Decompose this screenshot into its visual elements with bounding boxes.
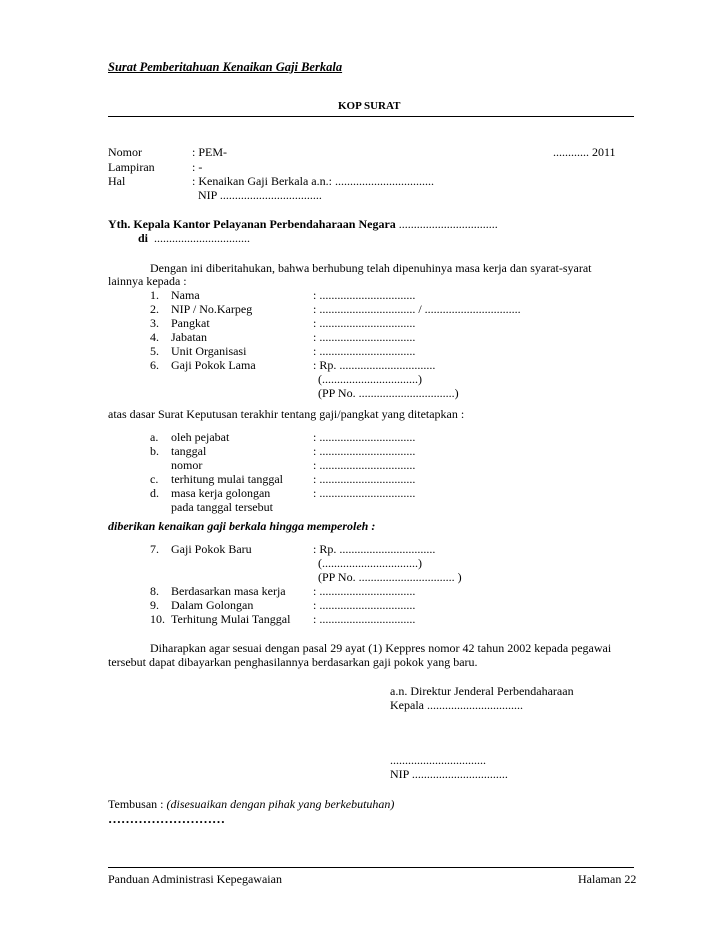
list-item-label: terhitung mulai tanggal xyxy=(171,472,283,486)
list-item-label: tanggal xyxy=(171,444,207,458)
page-number: Halaman 22 xyxy=(578,872,637,886)
signature-name: ................................ xyxy=(390,753,486,767)
hal-label: Hal xyxy=(108,174,126,188)
tembusan-label: Tembusan : xyxy=(108,797,167,811)
raise-heading: diberikan kenaikan gaji berkala hingga memperoleh : xyxy=(108,519,376,533)
page-title: Surat Pemberitahuan Kenaikan Gaji Berkala xyxy=(108,60,343,74)
list-item-value: : Rp. ................................ xyxy=(313,358,436,372)
lampiran-value: : - xyxy=(192,160,203,174)
signature-title: a.n. Direktur Jenderal Perbendaharaan xyxy=(390,684,574,698)
addressee-di-dots: ................................ xyxy=(154,231,251,245)
gaji-lama-pp: (PP No. ................................) xyxy=(318,386,459,400)
lampiran-label: Lampiran xyxy=(108,160,155,174)
basis-text: atas dasar Surat Keputusan terakhir tentang gaji/pangkat yang ditetapkan : xyxy=(108,407,465,421)
letter-date: ............ 2011 xyxy=(553,145,616,159)
list-item-value: : ................................ xyxy=(313,430,416,444)
addressee-line-2 xyxy=(138,232,250,244)
list-item-num: 8. xyxy=(150,584,159,598)
list-item-value: : ................................ / ................................ xyxy=(313,302,521,316)
kop-divider xyxy=(108,116,634,117)
addressee-line-1 xyxy=(108,218,498,230)
list-item-num: a. xyxy=(150,430,159,444)
closing-line-2: tersebut dapat dibayarkan penghasilannya berdasarkan gaji pokok yang baru. xyxy=(108,655,478,669)
list-item-num: 7. xyxy=(150,542,159,556)
list-item-num: 3. xyxy=(150,316,159,330)
list-item-value: : ................................ xyxy=(313,330,416,344)
footer-divider xyxy=(108,867,634,868)
hal-value: : Kenaikan Gaji Berkala a.n.: ................................. xyxy=(192,174,434,188)
gaji-baru-pp: (PP No. ................................ ) xyxy=(318,570,462,584)
closing-line-1: Diharapkan agar sesuai dengan pasal 29 ayat (1) Keppres nomor 42 tahun 2002 kepada pegawai xyxy=(150,641,612,655)
list-item-label: Berdasarkan masa kerja xyxy=(171,584,286,598)
list-item-label: Terhitung Mulai Tanggal xyxy=(171,612,291,626)
list-item-num: 5. xyxy=(150,344,159,358)
list-item-label: nomor xyxy=(171,458,203,472)
list-item-value: : ................................ xyxy=(313,612,416,626)
list-item-label: Gaji Pokok Baru xyxy=(171,542,252,556)
list-item-label: Nama xyxy=(171,288,200,302)
list-item-label: Jabatan xyxy=(171,330,207,344)
list-item-num: 1. xyxy=(150,288,159,302)
list-item-label: Dalam Golongan xyxy=(171,598,254,612)
list-item-value: : ................................ xyxy=(313,444,416,458)
list-item-num: b. xyxy=(150,444,159,458)
signature-kepala: Kepala ................................ xyxy=(390,698,523,712)
list-item-value: : Rp. ................................ xyxy=(313,542,436,556)
addressee-dots: ................................. xyxy=(398,217,498,231)
list-item-value: : ................................ xyxy=(313,486,416,500)
list-item-num: c. xyxy=(150,472,159,486)
intro-line-2: lainnya kepada : xyxy=(108,274,187,288)
list-item-label: NIP / No.Karpeg xyxy=(171,302,253,316)
gaji-lama-terbilang: (................................) xyxy=(318,372,422,386)
tembusan-note: (disesuaikan dengan pihak yang berkebutuhan) xyxy=(166,797,395,811)
addressee-di: di xyxy=(138,231,149,245)
intro-line-1: Dengan ini diberitahukan, bahwa berhubung telah dipenuhinya masa kerja dan syarat-syarat xyxy=(150,261,592,275)
tembusan-dots: ……………………… xyxy=(108,811,225,826)
signature-nip: NIP ................................ xyxy=(390,767,508,781)
list-item-value: : ................................ xyxy=(313,344,416,358)
addressee-name: Yth. Kepala Kantor Pelayanan Perbendaharaan Negara xyxy=(108,217,396,231)
kop-surat: KOP SURAT xyxy=(338,100,401,112)
list-item-value: : ................................ xyxy=(313,584,416,598)
list-item-label: Gaji Pokok Lama xyxy=(171,358,256,372)
list-item-num: d. xyxy=(150,486,159,500)
footer-left: Panduan Administrasi Kepegawaian xyxy=(108,872,282,886)
nomor-value: : PEM- xyxy=(192,145,228,159)
tembusan xyxy=(108,798,394,810)
list-item-num: 4. xyxy=(150,330,159,344)
list-item-value: : ................................ xyxy=(313,316,416,330)
nomor-label: Nomor xyxy=(108,145,142,159)
list-item-num: 6. xyxy=(150,358,159,372)
list-item-label: masa kerja golongan xyxy=(171,486,271,500)
list-item-extra: pada tanggal tersebut xyxy=(171,500,273,514)
list-item-num: 2. xyxy=(150,302,159,316)
list-item-value: : ................................ xyxy=(313,458,416,472)
hal-nip: NIP .................................. xyxy=(198,188,322,202)
gaji-baru-terbilang: (................................) xyxy=(318,556,422,570)
list-item-label: Unit Organisasi xyxy=(171,344,247,358)
list-item-value: : ................................ xyxy=(313,598,416,612)
list-item-label: Pangkat xyxy=(171,316,210,330)
list-item-value: : ................................ xyxy=(313,472,416,486)
list-item-value: : ................................ xyxy=(313,288,416,302)
list-item-num: 10. xyxy=(150,612,165,626)
list-item-num: 9. xyxy=(150,598,159,612)
list-item-label: oleh pejabat xyxy=(171,430,230,444)
